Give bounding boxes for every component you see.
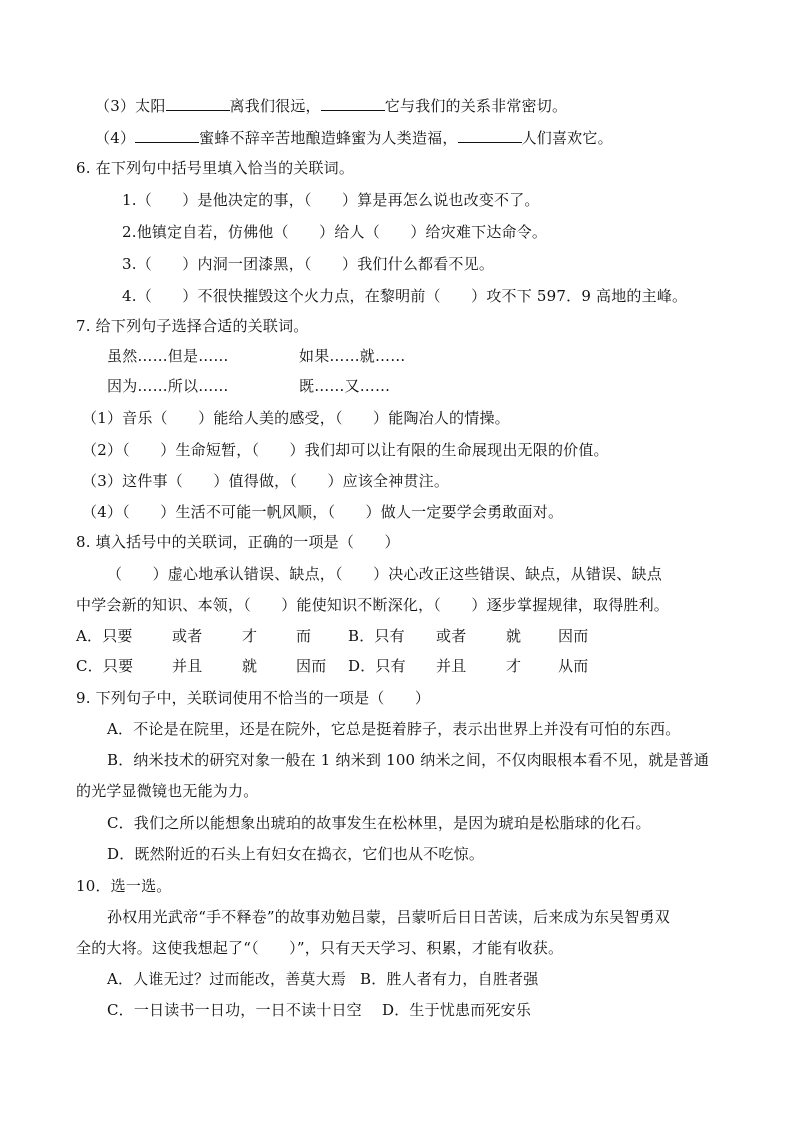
q5-item-3 — [95, 96, 567, 116]
answer-blank[interactable] — [135, 128, 199, 143]
q8-options-row-2 — [76, 656, 588, 676]
option-word: 从而 — [558, 657, 589, 675]
option-word: 并且 — [172, 657, 203, 675]
option-word: 才 — [242, 627, 258, 645]
q7-choice-3: 因为……所以…… — [107, 377, 229, 395]
option-word: 或者 — [436, 627, 467, 645]
option-word: 或者 — [172, 627, 203, 645]
q9-option-D[interactable]: D．既然附近的石头上有妇女在捣衣，它们也从不吃惊。 — [107, 845, 485, 863]
q10-options-row-2 — [107, 1000, 531, 1020]
answer-blank[interactable] — [321, 96, 385, 111]
q8-title: 8. 填入括号中的关联词，正确的一项是（ ） — [76, 533, 400, 551]
q9-option-C[interactable]: C．我们之所以能想象出琥珀的故事发生在松林里，是因为琥珀是松脂球的化石。 — [107, 814, 651, 832]
q8-passage-line-2: 中学会新的知识、本领，（ ）能使知识不断深化，（ ）逐步掌握规律，取得胜利。 — [76, 596, 670, 614]
option-word: 就 — [506, 627, 522, 645]
q10-option-A[interactable]: A．人谁无过？过而能改，善莫大焉 — [107, 970, 347, 988]
q9-title: 9. 下列句子中，关联词使用不恰当的一项是（ ） — [76, 689, 431, 707]
q10-passage-line-2: 全的大将。这使我想起了“（ ）”，只有天天学习、积累，才能有收获。 — [76, 939, 564, 957]
option-word: 才 — [506, 657, 522, 675]
option-D[interactable]: D．只有 — [348, 657, 406, 675]
q5-item-3-part-c: 它与我们的关系非常密切。 — [384, 97, 568, 115]
q6-title: 6. 在下列句中括号里填入恰当的关联词。 — [76, 159, 355, 177]
option-A[interactable]: A．只要 — [76, 627, 133, 645]
q9-option-B-line-2: 的光学显微镜也无能为力。 — [76, 782, 259, 800]
option-C[interactable]: C．只要 — [76, 657, 134, 675]
q6-item-3: 3.（ ）内洞一团漆黑，（ ）我们什么都看不见。 — [122, 255, 495, 273]
q10-option-D[interactable]: D．生于忧患而死安乐 — [382, 1001, 532, 1019]
option-word: 而 — [296, 627, 312, 645]
q7-item-4: （4）（ ）生活不可能一帆风顺，（ ）做人一定要学会勇敢面对。 — [82, 503, 564, 521]
q6-item-2: 2.他镇定自若，仿佛他（ ）给人（ ）给灾难下达命令。 — [122, 223, 548, 241]
option-word: 因而 — [296, 657, 327, 675]
q5-item-4-part-c: 人们喜欢它。 — [521, 129, 613, 147]
q10-option-C[interactable]: C．一日读书一日功，一日不读十日空 — [107, 1001, 362, 1019]
q9-option-B-line-1[interactable]: B．纳米技术的研究对象一般在 1 纳米到 100 纳米之间，不仅肉眼根本看不见，就是普通 — [107, 751, 710, 769]
q9-option-A[interactable]: A．不论是在院里，还是在院外，它总是挺着脖子，表示出世界上并没有可怕的东西。 — [107, 720, 681, 738]
q7-choice-1: 虽然……但是…… — [107, 347, 229, 365]
q8-options-row-1 — [76, 626, 588, 646]
q10-title: 10．选一选。 — [76, 877, 172, 895]
option-word: 并且 — [436, 657, 467, 675]
q6-item-1: 1.（ ）是他决定的事，（ ）算是再怎么说也改变不了。 — [122, 191, 540, 209]
answer-blank[interactable] — [166, 96, 230, 111]
q6-item-4: 4.（ ）不很快摧毁这个火力点，在黎明前（ ）攻不下 597．9 高地的主峰。 — [122, 287, 688, 305]
q10-options-row-1 — [107, 969, 538, 989]
option-B[interactable]: B．只有 — [348, 627, 405, 645]
q10-passage-line-1: 孙权用光武帝“手不释卷”的故事劝勉吕蒙，吕蒙听后日日苦读，后来成为东吴智勇双 — [107, 908, 670, 926]
q5-item-3-part-b: 离我们很远， — [229, 97, 321, 115]
q8-passage-line-1: （ ）虚心地承认错误、缺点，（ ）决心改正这些错误、缺点，从错误、缺点 — [107, 565, 662, 583]
q7-item-3: （3）这件事（ ）值得做，（ ）应该全神贯注。 — [82, 472, 450, 490]
option-word: 因而 — [558, 627, 589, 645]
q7-item-1: （1）音乐（ ）能给人美的感受，（ ）能陶冶人的情操。 — [82, 409, 510, 427]
option-word: 就 — [242, 657, 258, 675]
answer-blank[interactable] — [458, 128, 522, 143]
q7-title: 7. 给下列句子选择合适的关联词。 — [76, 317, 309, 335]
q10-option-B[interactable]: B．胜人者有力，自胜者强 — [360, 970, 539, 988]
q7-choice-4: 既……又…… — [299, 377, 391, 395]
q5-item-3-part-a: （3）太阳 — [95, 97, 166, 115]
q7-item-2: （2）（ ）生命短暂，（ ）我们却可以让有限的生命展现出无限的价值。 — [82, 441, 609, 459]
q5-item-4 — [95, 128, 613, 148]
q7-choice-2: 如果……就…… — [299, 347, 406, 365]
q5-item-4-part-a: （4） — [95, 129, 136, 147]
q5-item-4-part-b: 蜜蜂不辞辛苦地酿造蜂蜜为人类造福， — [199, 129, 458, 147]
